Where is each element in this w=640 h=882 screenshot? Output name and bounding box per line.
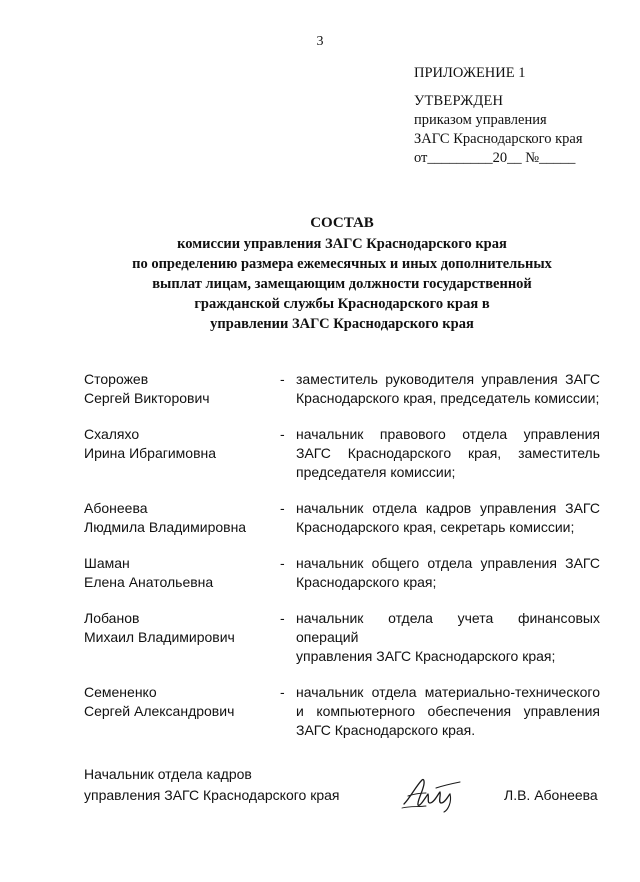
title-line: гражданской службы Краснодарского края в: [194, 296, 490, 312]
member-row: [84, 425, 624, 482]
document-title: [40, 213, 640, 334]
member-surname: Лобанов: [84, 610, 140, 626]
member-role: [296, 499, 600, 537]
member-dash: -: [280, 555, 285, 571]
member-name: [84, 499, 280, 537]
member-dash: -: [280, 426, 285, 442]
member-given-names: Сергей Александрович: [84, 703, 235, 719]
member-role-line: ЗАГС Краснодарского края.: [296, 722, 476, 738]
member-name: [84, 425, 280, 482]
member-given-names: Елена Анатольевна: [84, 574, 214, 590]
signatory-position-line: Начальник отдела кадров: [84, 766, 252, 782]
title-line: по определению размера ежемесячных и иных дополнительных: [132, 256, 552, 272]
member-surname: Схаляхо: [84, 426, 140, 442]
appendix-label: ПРИЛОЖЕНИЕ 1: [414, 65, 526, 81]
commission-members-list: [84, 370, 624, 757]
member-role: [296, 554, 600, 592]
member-given-names: Людмила Владимировна: [84, 519, 247, 535]
member-role-line: начальник общего отдела управления ЗАГС: [296, 555, 600, 571]
member-name: [84, 554, 280, 592]
approval-date-number-line: от_________20__ №_____: [414, 150, 576, 166]
member-surname: Абонеева: [84, 500, 148, 516]
member-role-line: Краснодарского края, секретарь комиссии;: [296, 519, 575, 535]
member-name: [84, 609, 280, 666]
member-role-line: ЗАГС Краснодарского края, заместитель: [296, 445, 600, 461]
signatory-name: Л.В. Абонеева: [504, 787, 598, 803]
approval-order-line: приказом управления: [414, 112, 547, 128]
member-role-line: председателя комиссии;: [296, 464, 456, 480]
member-role-line: управления ЗАГС Краснодарского края;: [296, 648, 556, 664]
member-role-line: начальник отдела материально-технического: [296, 684, 600, 700]
member-surname: Семененко: [84, 684, 157, 700]
page-number: 3: [316, 34, 324, 49]
title-line: управлении ЗАГС Краснодарского края: [210, 316, 474, 332]
member-row: [84, 683, 624, 740]
member-role-line: начальник отдела учета финансовых операций: [296, 610, 600, 645]
member-dash: -: [280, 371, 285, 387]
member-role-line: начальник отдела кадров управления ЗАГС: [296, 500, 600, 516]
title-line: выплат лицам, замещающим должности государственной: [152, 276, 532, 292]
member-given-names: Ирина Ибрагимовна: [84, 445, 217, 461]
member-role-line: заместитель руководителя управления ЗАГС: [296, 371, 600, 387]
member-role-line: Краснодарского края, председатель комиссии;: [296, 390, 600, 406]
title-heading: СОСТАВ: [310, 215, 374, 231]
handwritten-signature: [400, 772, 464, 816]
signatory-position: [84, 764, 384, 806]
member-given-names: Михаил Владимирович: [84, 629, 235, 645]
member-surname: Сторожев: [84, 371, 149, 387]
member-role: [296, 609, 600, 666]
member-name: [84, 370, 280, 408]
member-row: [84, 609, 624, 666]
signatory-position-line: управления ЗАГС Краснодарского края: [84, 787, 340, 803]
member-role: [296, 370, 600, 408]
member-row: [84, 499, 624, 537]
member-role: [296, 683, 600, 740]
member-dash: -: [280, 684, 285, 700]
member-role: [296, 425, 600, 482]
title-line: комиссии управления ЗАГС Краснодарского края: [177, 236, 507, 252]
member-row: [84, 554, 624, 592]
member-name: [84, 683, 280, 740]
member-dash: -: [280, 610, 285, 626]
approval-department-line: ЗАГС Краснодарского края: [414, 131, 583, 147]
approval-block: [414, 64, 624, 168]
member-dash: -: [280, 500, 285, 516]
member-given-names: Сергей Викторович: [84, 390, 210, 406]
member-row: [84, 370, 624, 408]
member-role-line: начальник правового отдела управления: [296, 426, 600, 442]
member-surname: Шаман: [84, 555, 130, 571]
approved-label: УТВЕРЖДЕН: [414, 93, 504, 109]
member-role-line: Краснодарского края;: [296, 574, 437, 590]
member-role-line: и компьютерного обеспечения управления: [296, 703, 600, 719]
